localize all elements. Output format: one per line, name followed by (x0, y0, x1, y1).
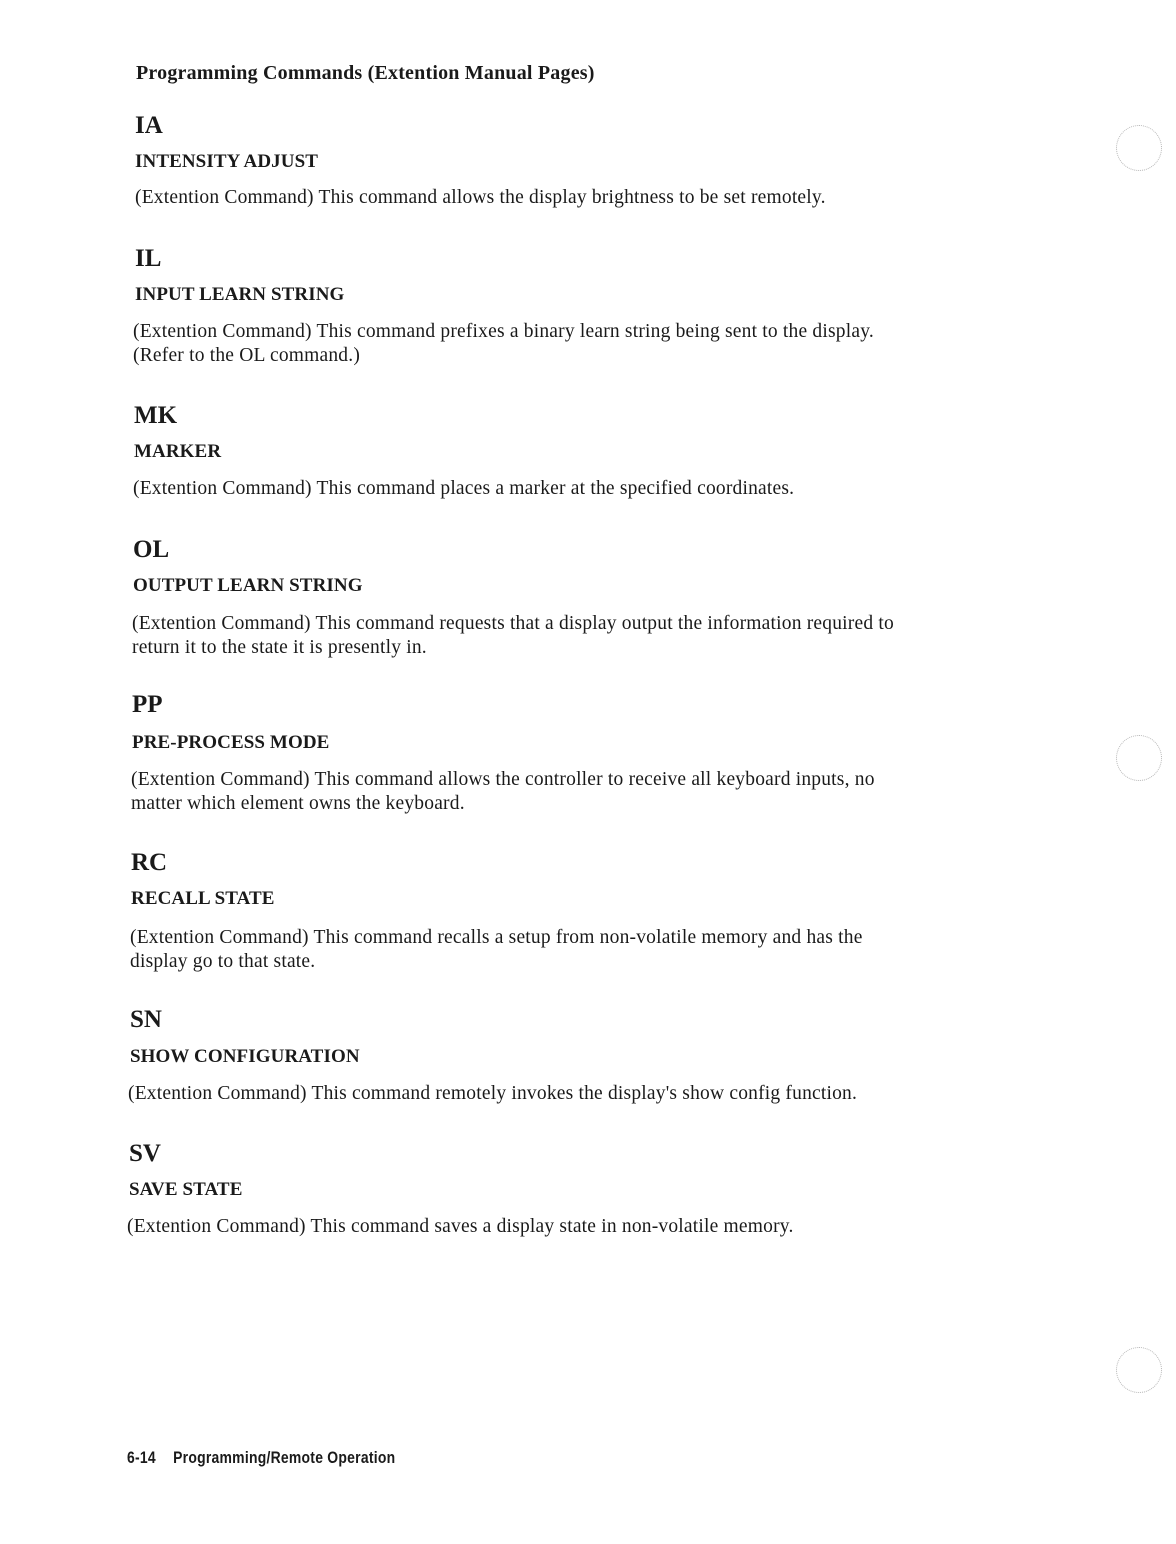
command-title: RECALL STATE (131, 888, 275, 909)
description-line: (Extention Command) This command allows the display brightness to be set remotely. (135, 187, 826, 208)
punch-hole-bottom (1116, 1347, 1162, 1393)
command-description (127, 1215, 1047, 1239)
footer-section: Programming/Remote Operation (173, 1448, 396, 1467)
description-line: (Extention Command) This command recalls a setup from non-volatile memory and has the (130, 927, 863, 948)
command-description (133, 477, 1053, 501)
command-description (130, 926, 1050, 974)
description-line: display go to that state. (130, 951, 316, 972)
page-footer (127, 1448, 395, 1468)
command-title: PRE-PROCESS MODE (132, 732, 330, 753)
command-code: MK (134, 402, 178, 429)
command-code: OL (133, 536, 170, 563)
command-title: SAVE STATE (129, 1179, 243, 1200)
command-description (135, 186, 1055, 210)
command-title: MARKER (134, 441, 222, 462)
description-line: (Extention Command) This command places a marker at the specified coordinates. (133, 478, 795, 499)
command-code: SN (130, 1006, 162, 1033)
punch-hole-middle (1116, 735, 1162, 781)
description-line: matter which element owns the keyboard. (131, 793, 465, 814)
command-title: OUTPUT LEARN STRING (133, 575, 363, 596)
punch-hole-top (1116, 125, 1162, 171)
description-line: (Refer to the OL command.) (133, 345, 361, 366)
command-title: INPUT LEARN STRING (135, 284, 345, 305)
command-title: INTENSITY ADJUST (135, 151, 319, 172)
command-description (128, 1082, 1048, 1106)
description-line: (Extention Command) This command remotely invokes the display's show config function. (128, 1083, 858, 1104)
command-description (133, 320, 1053, 368)
description-line: (Extention Command) This command requests that a display output the information required to (132, 613, 894, 634)
page-header: Programming Commands (Extention Manual Pages) (136, 62, 595, 84)
description-line: (Extention Command) This command saves a display state in non-volatile memory. (127, 1216, 794, 1237)
description-line: (Extention Command) This command prefixes a binary learn string being sent to the display. (133, 321, 874, 342)
command-title: SHOW CONFIGURATION (130, 1046, 360, 1067)
command-code: RC (131, 849, 168, 876)
page-number: 6-14 (127, 1448, 156, 1467)
command-code: SV (129, 1140, 161, 1167)
description-line: (Extention Command) This command allows the controller to receive all keyboard inputs, no (131, 769, 875, 790)
command-description (131, 768, 1051, 816)
description-line: return it to the state it is presently in. (132, 637, 427, 658)
command-description (132, 612, 1052, 660)
command-code: PP (132, 691, 163, 718)
command-code: IL (135, 245, 162, 272)
command-code: IA (135, 112, 163, 139)
